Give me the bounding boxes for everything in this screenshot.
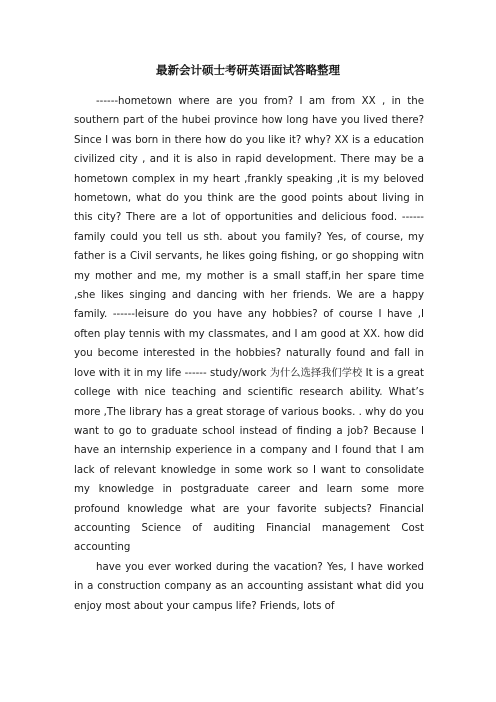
paragraph-1: ------hometown where are you from? I am from XX , in the southern part of the hubei province how long have you lived there? Since I was born in there how do you like it? why? XX is a education civilized city , and it is also in rapid development. There may be a hometown complex in my heart ,frankly speaking ,it is my beloved hometown, what do you think are the good points about living in this city? There are a lot of opportunities and delicious food. ------family could you tell us sth. about you family? Yes, of course, my father is a Civil servants, he likes going fishing, or go shopping witn my mother and me, my mother is a small staff,in her spare time ,she likes singing and dancing with her friends. We are a happy family. ------leisure do you have any hobbies? of course I have ,I often play tennis with my classmates, and I am good at XX. how did you become interested in the hobbies? naturally found and fall in love with it in my life ------ study/work 为什么选择我们学校 It is a great college with nice teaching and scientific research ability. What’s more ,The library has a great storage of various books. . why do you want to go to graduate school instead of finding a job? Because I have an internship experience in a company and I found that I am lack of relevant knowledge in some work so I want to consolidate my knowledge in postgraduate career and learn some more profound knowledge what are your favorite subjects? Financial accounting Science of auditing Financial management Cost accounting <box>74 96 424 554</box>
document-body <box>74 92 424 616</box>
paragraph-2: have you ever worked during the vacation? Yes, I have worked in a construction company as an accounting assistant what did you enjoy most about your campus life? Friends, lots of <box>74 561 424 612</box>
document-title: 最新会计硕士考研英语面试答略整理 <box>156 63 340 77</box>
